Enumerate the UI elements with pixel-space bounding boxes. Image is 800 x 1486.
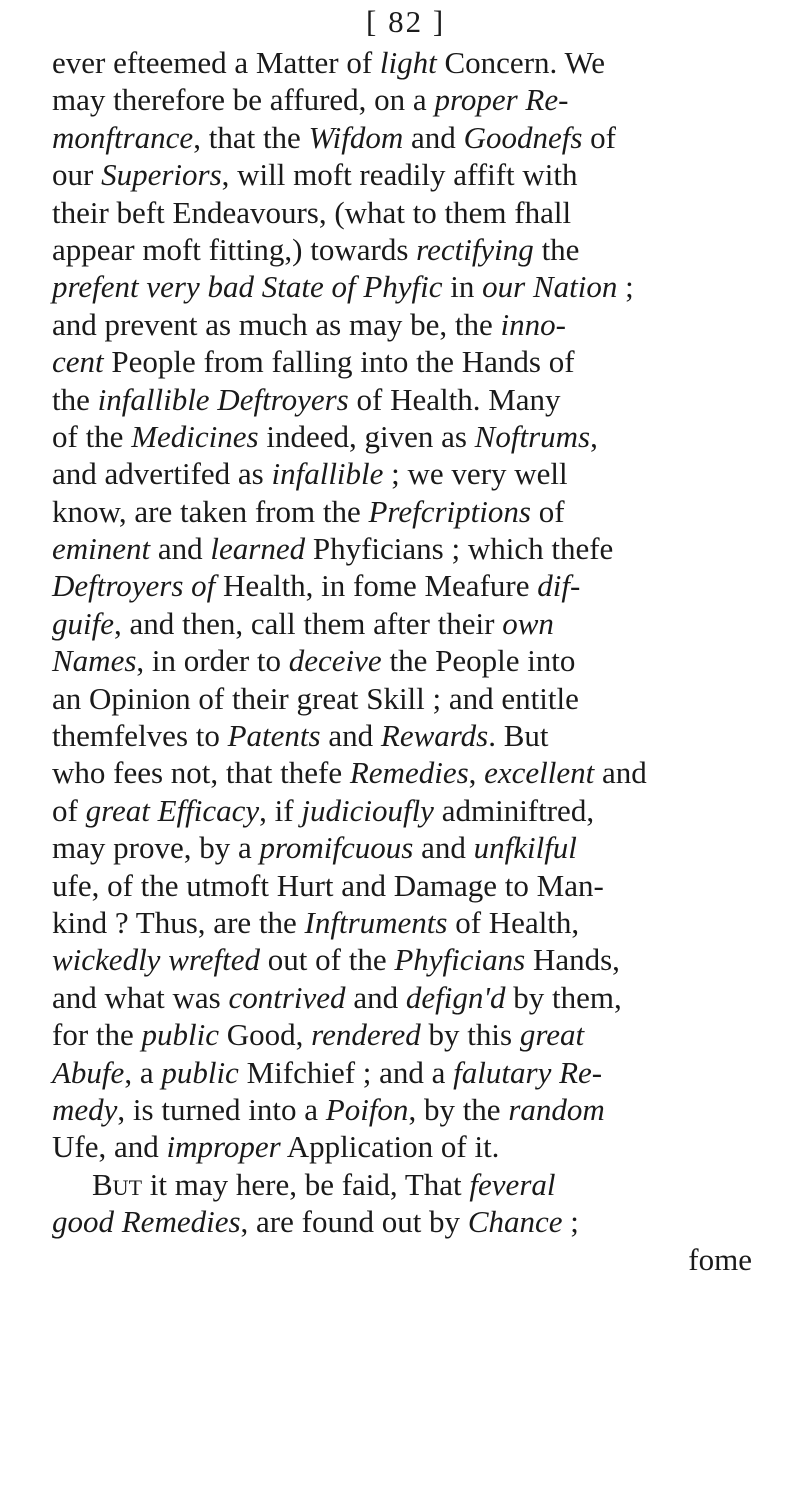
text-run: But (92, 1166, 143, 1202)
text-line (52, 829, 752, 866)
text-run: may prove, by a (52, 830, 260, 866)
text-run: ; (562, 1204, 579, 1240)
text-run: and (320, 718, 381, 754)
text-line (52, 979, 752, 1016)
italic-text: Names (52, 643, 137, 679)
text-run: , that the (193, 119, 309, 155)
text-line (52, 343, 752, 380)
text-line (52, 754, 752, 791)
text-run: and what was (52, 979, 229, 1015)
text-run: Ufe, and (52, 1129, 167, 1165)
text-run: the (52, 381, 98, 417)
italic-text: improper (166, 1129, 281, 1165)
text-run: Application of it. (280, 1129, 500, 1165)
italic-text: feveral (469, 1166, 556, 1202)
italic-text: inno- (500, 306, 566, 342)
italic-text: proper Re- (434, 82, 569, 118)
text-run: . But (488, 718, 549, 754)
text-run: , by the (408, 1091, 509, 1127)
text-run: the People into (381, 643, 576, 679)
text-run: and (150, 531, 211, 567)
text-run: adminiftred, (433, 792, 595, 828)
italic-text: random (508, 1091, 605, 1127)
italic-text: promifcuous (259, 830, 414, 866)
text-line (52, 268, 752, 305)
italic-text: Superiors (101, 157, 222, 193)
text-line (52, 1054, 752, 1091)
italic-text: contrived (228, 979, 346, 1015)
italic-text: Remedies (349, 755, 469, 791)
italic-text: great (519, 1017, 585, 1053)
text-line (52, 867, 752, 904)
italic-text: defign'd (405, 979, 506, 1015)
text-line (52, 680, 752, 717)
body-text (52, 44, 752, 1278)
text-run: Health, in fome Meafure (215, 568, 538, 604)
text-line (52, 381, 752, 418)
italic-text: Inftruments (304, 904, 448, 940)
italic-text: Rewards (380, 718, 489, 754)
text-run: of the (52, 418, 132, 454)
text-run: of (530, 493, 565, 529)
text-run: the (533, 231, 580, 267)
italic-text: Wifdom (308, 119, 404, 155)
text-run: , a (124, 1054, 162, 1090)
italic-text: infallible Deftroyers (97, 381, 349, 417)
italic-text: Prefcriptions (368, 493, 531, 529)
italic-text: dif- (537, 568, 581, 604)
text-line (52, 81, 752, 118)
page-number: [ 82 ] (366, 4, 446, 39)
text-run: Mifchief ; and a (238, 1054, 454, 1090)
text-line (52, 1203, 752, 1240)
italic-text: excellent (484, 755, 595, 791)
text-run: , (590, 418, 598, 454)
text-run: , is turned into a (117, 1091, 326, 1127)
text-run: Phyficians ; which thefe (305, 531, 614, 567)
italic-text: cent (52, 344, 104, 380)
text-line (52, 493, 752, 530)
italic-text: guife (52, 605, 114, 641)
catchword: fome (688, 1241, 752, 1277)
text-line (52, 642, 752, 679)
italic-text: infallible (271, 456, 384, 492)
text-run: ufe, of the utmoft Hurt and Damage to Man- (52, 867, 604, 903)
italic-text: Deftroyers of (52, 568, 216, 604)
text-run: , (468, 755, 485, 791)
italic-text: rectifying (416, 231, 534, 267)
text-line (52, 941, 752, 978)
italic-text: wickedly wrefted (52, 942, 261, 978)
text-run: our (52, 157, 102, 193)
text-line (52, 904, 752, 941)
text-run: kind ? Thus, are the (52, 904, 305, 940)
text-run: ; (617, 269, 634, 305)
text-run: an Opinion of their great Skill ; and entitle (52, 680, 579, 716)
text-run: , if (259, 792, 302, 828)
italic-text: Abufe (52, 1054, 125, 1090)
text-run: ever efteemed a Matter of (52, 45, 380, 80)
text-run: for the (52, 1017, 142, 1053)
text-run: of Health, (447, 904, 580, 940)
text-run: who fees not, that thefe (52, 755, 350, 791)
italic-text: great Efficacy (85, 792, 260, 828)
text-run: , and then, call them after their (114, 605, 503, 641)
text-run: of (582, 119, 616, 155)
text-line (52, 1166, 752, 1203)
italic-text: good Remedies (52, 1204, 241, 1240)
text-run: may therefore be affured, on a (52, 82, 435, 118)
text-line (52, 1128, 752, 1165)
text-run: by this (420, 1017, 520, 1053)
text-run: out of the (260, 942, 395, 978)
italic-text: own (502, 605, 554, 641)
text-run: and (594, 755, 647, 791)
italic-text: unfkilful (473, 830, 577, 866)
italic-text: falutary Re- (453, 1054, 603, 1090)
italic-text: deceive (288, 643, 382, 679)
italic-text: Goodnefs (463, 119, 583, 155)
italic-text: prefent very bad State of Phyfic (52, 269, 443, 305)
text-run: themfelves to (52, 718, 228, 754)
italic-text: Medicines (131, 418, 259, 454)
italic-text: monftrance (52, 119, 194, 155)
italic-text: Poifon (325, 1091, 409, 1127)
text-run: , in order to (136, 643, 289, 679)
italic-text: Chance (467, 1204, 563, 1240)
italic-text: Phyficians (394, 942, 526, 978)
text-line (52, 418, 752, 455)
italic-text: public (161, 1054, 239, 1090)
text-run: and (403, 119, 464, 155)
text-run: , will moft readily affift with (221, 157, 578, 193)
text-line (52, 44, 752, 81)
text-run: of (52, 792, 86, 828)
italic-text: learned (210, 531, 306, 567)
text-line (52, 306, 752, 343)
text-run: by them, (505, 979, 622, 1015)
text-run: know, are taken from the (52, 493, 369, 529)
text-run: of Health. Many (348, 381, 561, 417)
text-line (52, 194, 752, 231)
text-line (52, 231, 752, 268)
text-run: and (413, 830, 474, 866)
text-run: Concern. We (436, 45, 605, 80)
italic-text: our Nation (482, 269, 618, 305)
text-line (52, 717, 752, 754)
italic-text: rendered (311, 1017, 421, 1053)
text-run: , are found out by (240, 1204, 468, 1240)
italic-text: light (379, 45, 437, 80)
text-line (52, 1016, 752, 1053)
text-run: it may here, be faid, That (142, 1166, 470, 1202)
text-run: and prevent as much as may be, the (52, 306, 501, 342)
italic-text: medy (52, 1091, 118, 1127)
text-line (52, 1091, 752, 1128)
text-line (52, 156, 752, 193)
text-line (52, 119, 752, 156)
text-run: and advertifed as (52, 456, 272, 492)
text-line (52, 455, 752, 492)
italic-text: public (141, 1017, 220, 1053)
text-run: and (345, 979, 406, 1015)
text-line (52, 567, 752, 604)
italic-text: eminent (52, 531, 151, 567)
text-line (52, 530, 752, 567)
text-run: ; we very well (383, 456, 568, 492)
italic-text: Patents (227, 718, 321, 754)
text-line (52, 792, 752, 829)
text-run: in (442, 269, 483, 305)
italic-text: judicioufly (301, 792, 434, 828)
text-run: Good, (219, 1017, 312, 1053)
text-run: Hands, (525, 942, 620, 978)
text-run: their beft Endeavours, (what to them fhall (52, 194, 572, 230)
text-run: indeed, given as (258, 418, 475, 454)
italic-text: Noftrums (474, 418, 591, 454)
text-line (52, 605, 752, 642)
text-run: appear moft fitting,) towards (52, 231, 417, 267)
text-run: People from falling into the Hands of (103, 344, 575, 380)
